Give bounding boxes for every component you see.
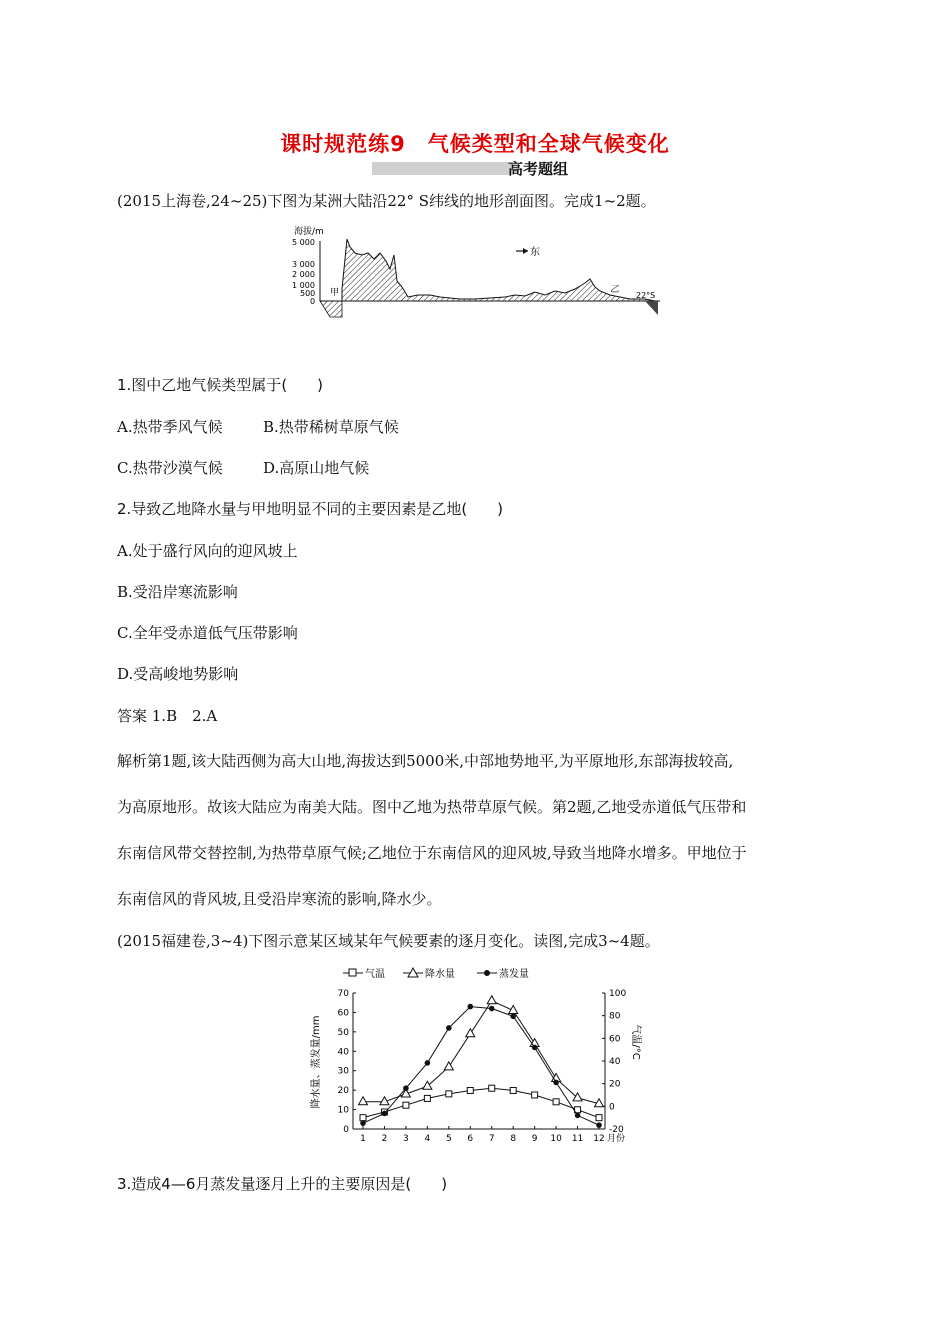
temp-point <box>424 1095 430 1101</box>
q2-option-b: B.受沿岸寒流影响 <box>117 583 238 601</box>
evap-point <box>575 1113 581 1119</box>
terrain-tick-5000: 5 000 <box>292 238 315 247</box>
q1-option-d: D.高原山地气候 <box>263 459 370 477</box>
precip-point <box>359 1097 368 1105</box>
terrain-tick-3000: 3 000 <box>292 260 315 269</box>
x-tick-label: 8 <box>510 1134 517 1144</box>
q2-option-a: A.处于盛行风向的迎风坡上 <box>117 542 298 560</box>
east-trench <box>645 301 658 315</box>
page-title: 课时规范练9 气候类型和全球气候变化 <box>280 132 670 156</box>
y-right-tick-label: 60 <box>609 1034 621 1045</box>
latitude-label: 22°S <box>636 291 656 300</box>
y-left-tick-label: 60 <box>337 1008 349 1019</box>
precip-point <box>444 1062 453 1070</box>
terrain-tick-1000: 1 000 <box>292 281 315 290</box>
analysis-line-1: 解析第1题,该大陆西侧为高大山地,海拔达到5000米,中部地势地平,为平原地形,东部海拔较高, <box>117 752 734 770</box>
x-tick-label: 2 <box>381 1134 388 1144</box>
y-left-tick-label: 70 <box>337 989 349 999</box>
legend-evap: 蒸发量 <box>499 969 529 980</box>
temp-point <box>532 1092 538 1098</box>
intro-1: (2015上海卷,24~25)下图为某洲大陆沿22° S纬线的地形剖面图。完成1~2题。 <box>117 192 656 210</box>
y-right-tick-label: -20 <box>609 1125 624 1135</box>
y-right-tick-label: 80 <box>609 1011 621 1022</box>
legend-temp: 气温 <box>365 969 385 980</box>
subtitle-bar <box>372 162 512 175</box>
terrain-y-label: 海拔/m <box>294 227 324 237</box>
y-right-tick-label: 0 <box>609 1102 615 1113</box>
y-left-axis-label: 降水量、蒸发量/mm <box>311 1015 322 1109</box>
chart-legend <box>343 967 529 980</box>
y-right-tick-label: 20 <box>609 1079 621 1090</box>
evap-point <box>532 1045 538 1051</box>
west-trench <box>320 301 342 317</box>
q1-option-b: B.热带稀树草原气候 <box>263 418 399 436</box>
x-unit-label: 月份 <box>607 1134 626 1144</box>
temp-point <box>360 1115 366 1121</box>
temp-point <box>489 1085 495 1091</box>
terrain-tick-0: 0 <box>310 297 316 306</box>
evap-point <box>596 1122 602 1128</box>
x-tick-label: 1 <box>360 1134 366 1144</box>
analysis-line-3: 东南信风带交替控制,为热带草原气候;乙地位于东南信风的迎风坡,导致当地降水增多。甲地位于 <box>117 844 747 862</box>
y-left-tick-label: 10 <box>337 1105 349 1116</box>
precip-point <box>487 996 496 1004</box>
terrain-tick-2000: 2 000 <box>292 270 315 279</box>
temp-point <box>553 1099 559 1105</box>
q1-option-c: C.热带沙漠气候 <box>117 459 223 477</box>
x-tick-label: 11 <box>571 1134 584 1144</box>
legend-square-marker <box>349 969 356 976</box>
evap-point <box>446 1025 452 1031</box>
east-arrow-icon <box>523 248 528 254</box>
series-line-2 <box>363 1001 599 1104</box>
x-tick-label: 10 <box>550 1134 562 1144</box>
temp-point <box>446 1091 452 1097</box>
point-jia-label: 甲 <box>330 288 340 298</box>
y-left-tick-label: 50 <box>337 1027 349 1038</box>
evap-point <box>467 1004 473 1010</box>
x-tick-label: 7 <box>488 1134 495 1144</box>
q2-option-d: D.受高峻地势影响 <box>117 665 239 683</box>
analysis-line-4: 东南信风的背风坡,且受沿岸寒流的影响,降水少。 <box>117 890 442 908</box>
legend-dot-marker <box>484 970 490 976</box>
temp-point <box>403 1102 409 1108</box>
answer-text: 答案 1.B 2.A <box>117 707 218 725</box>
temp-point <box>510 1087 516 1093</box>
q1-option-a: A.热带季风气候 <box>117 418 223 436</box>
analysis-line-2: 为高原地形。故该大陆应为南美大陆。图中乙地为热带草原气候。第2题,乙地受赤道低气压带和 <box>117 798 747 816</box>
section-subtitle: 高考题组 <box>508 160 569 178</box>
evap-point <box>553 1080 559 1086</box>
evap-point <box>403 1085 409 1091</box>
x-tick-label: 4 <box>424 1134 431 1144</box>
precip-point <box>466 1029 475 1037</box>
x-tick-label: 9 <box>531 1134 538 1144</box>
temp-point <box>596 1115 602 1121</box>
y-right-tick-label: 40 <box>609 1057 621 1067</box>
terrain-profile-area <box>342 239 655 301</box>
y-left-tick-label: 20 <box>337 1086 349 1097</box>
y-left-tick-label: 0 <box>343 1125 349 1135</box>
evap-point <box>510 1014 516 1020</box>
x-tick-label: 3 <box>403 1134 409 1144</box>
x-tick-label: 12 <box>593 1134 605 1144</box>
q1-stem: 1.图中乙地气候类型属于( ) <box>117 376 324 394</box>
y-right-axis-label: 气温/°C <box>630 1024 641 1060</box>
evap-point <box>489 1006 495 1012</box>
terrain-tick-500: 500 <box>300 289 316 298</box>
q2-option-c: C.全年受赤道低气压带影响 <box>117 624 298 642</box>
evap-point <box>360 1120 366 1126</box>
temp-point <box>467 1087 473 1093</box>
x-tick-label: 5 <box>445 1134 452 1144</box>
x-tick-label: 6 <box>467 1134 474 1144</box>
y-left-tick-label: 30 <box>337 1066 349 1077</box>
precip-point <box>573 1093 582 1101</box>
point-yi-label: 乙 <box>610 285 620 295</box>
climate-chart <box>305 962 645 1150</box>
direction-label: 东 <box>530 247 540 258</box>
precip-point <box>423 1081 432 1089</box>
intro-2: (2015福建卷,3~4)下图示意某区域某年气候要素的逐月变化。读图,完成3~4题。 <box>117 932 660 950</box>
evap-point <box>425 1060 431 1066</box>
q3-stem: 3.造成4—6月蒸发量逐月上升的主要原因是( ) <box>117 1175 448 1193</box>
legend-precip: 降水量 <box>425 969 455 980</box>
y-left-tick-label: 40 <box>337 1047 349 1058</box>
series-line-1 <box>363 1088 599 1117</box>
y-right-tick-label: 100 <box>609 989 627 999</box>
q2-stem: 2.导致乙地降水量与甲地明显不同的主要因素是乙地( ) <box>117 500 504 518</box>
evap-point <box>382 1111 388 1117</box>
terrain-profile-figure <box>290 225 670 325</box>
